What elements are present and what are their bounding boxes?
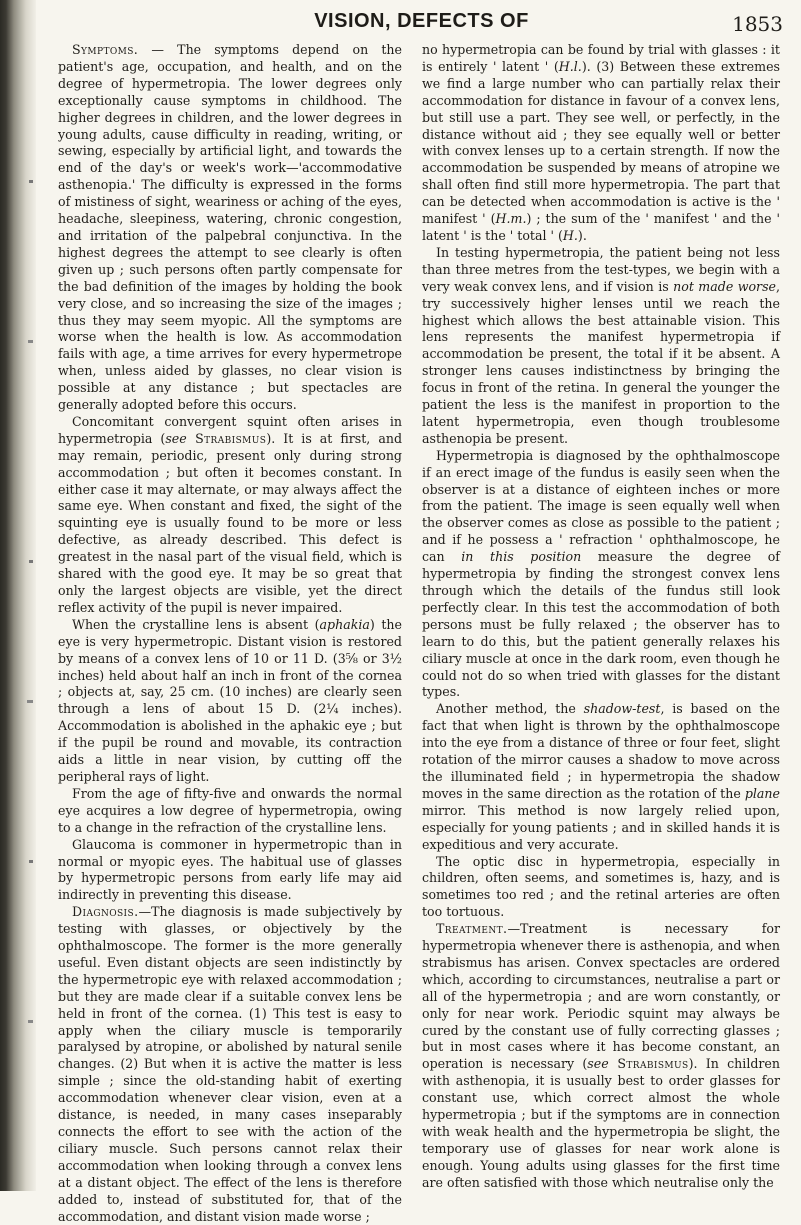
cross-reference-strabismus: Strabismus	[186, 430, 267, 446]
paragraph-aphakia: When the crystalline lens is absent (aphakia) the eye is very hypermetropic. Distant vision is restored by means of a convex lens of 10 or 11 D. (3⅝ or 3½ inches) held about half an inch in front of the cornea ; objects at, say, 25 cm. (10 inches) are clearly seen through a lens of about 15 D. (2¼ inches). Accommodation is abolished in the aphakic eye ; but if the pupil be round and movable, its contraction aids a little in near vision, by cutting off the peripheral rays of light.	[58, 616, 402, 784]
section-heading-symptoms: Symptoms.	[72, 42, 139, 57]
left-column	[58, 42, 402, 1225]
cross-reference-strabismus: Strabismus	[608, 1056, 689, 1072]
page-title: VISION, DEFECTS OF	[314, 10, 529, 32]
paragraph-concomitant-squint: Concomitant convergent squint often arises in hypermetropia (see Strabismus). It is at first, and may remain, periodic, present only during strong accommodation ; but often it becomes constant. In either case it may alternate, or may always affect the same eye. When constant and fixed, the sight of the squinting eye is usually found to be more or less defective, as already described. This defect is greatest in the nasal part of the visual field, which is shared with the good eye. It may be so great that only the largest objects are visible, yet the direct reflex activity of the pupil is never impaired.	[58, 413, 402, 615]
running-header	[60, 8, 783, 38]
right-column	[422, 42, 780, 1192]
paragraph-glaucoma: Glaucoma is commoner in hypermetropic than in normal or myopic eyes. The habitual use of glasses by hypermetropic persons from early life may aid indirectly in preventing this disease.	[58, 836, 402, 903]
paragraph-age: From the age of fifty-five and onwards the normal eye acquires a low degree of hypermetropia, owing to a change in the refraction of the crystalline lens.	[58, 785, 402, 835]
paragraph-treatment: Treatment.—Treatment is necessary for hypermetropia whenever there is asthenopia, and when strabismus has arisen. Convex spectacles are ordered which, according to circumstances, neutralise a part or all of the hypermetropia ; and are worn constantly, or only for near work. Periodic squint may always be cured by the constant use of fully correcting glasses ; but in most cases where it has become constant, an operation is necessary (see Strabismus). In children with asthenopia, it is usually best to order glasses for constant use, which correct almost the whole hypermetropia ; but if the symptoms are in connection with weak health and the hypermetropia be slight, the temporary use of glasses for near work alone is enough. Young adults using glasses for the first time are often satisfied with those which neutralise only the	[422, 921, 780, 1190]
gutter-shadow-marks	[0, 0, 36, 1191]
section-heading-diagnosis: Diagnosis.	[72, 904, 139, 920]
section-heading-treatment: Treatment.	[436, 921, 508, 937]
page-number: 1853	[732, 12, 783, 36]
book-binding-gutter	[0, 0, 36, 1191]
paragraph-diagnosis: Diagnosis.—The diagnosis is made subjectively by testing with glasses, or objectively by the ophthalmoscope. The former is the more generally useful. Even distant objects are seen indistinctly by the hypermetropic eye with relaxed accommodation ; but they are made clear if a suitable convex lens be held in front of the cornea. (1) This test is easy to apply when the ciliary muscle is temporarily paralysed by atropine, or abolished by natural senile changes. (2) But when it is active the matter is less simple ; since the old-standing habit of exerting accommodation whenever clear vision, even at a distance, is needed, in many cases inseparably connects the effort to see with the action of the ciliary muscle. Such persons cannot relax their accommodation when looking through a convex lens at a distant object. The effect of the lens is therefore added to, instead of substituted for, that of the accommodation, and distant vision made worse ;	[58, 904, 402, 1224]
paragraph-ophthalmoscope: Hypermetropia is diagnosed by the ophthalmoscope if an erect image of the fundus is easily seen when the observer is at a distance of eighteen inches or more from the patient. The image is seen equally well when the observer comes as close as possible to the patient ; and if he possess a ' refraction ' ophthalmoscope, he can in this position measure the degree of hypermetropia by finding the strongest convex lens through which the details of the fundus still look perfectly clear. In this test the accommodation of both persons must be fully relaxed ; the observer has to learn to do this, but the patient generally relaxes his ciliary muscle at once in the dark room, even though he could not do so when tried with glasses for the distant types.	[422, 447, 780, 700]
paragraph-latent-manifest: no hypermetropia can be found by trial with glasses : it is entirely ' latent ' (H.l.). (3) Between these extremes we find a large number who can partially relax their accommodation for distance in favour of a convex lens, but still use a part. They see well, or perfectly, in the distance without aid ; they see equally well or better with convex lenses up to a certain strength. If now the accommodation be suspended by means of atropine we shall often find still more hypermetropia. The part that can be detected when accommodation is active is the ' manifest ' (H.m.) ; the sum of the ' manifest ' and the ' latent ' is the ' total ' (H.).	[422, 42, 781, 243]
paragraph-testing: In testing hypermetropia, the patient being not less than three metres from the test-types, we begin with a very weak convex lens, and if vision is not made worse, try successively higher lenses until we reach the highest which allows the best attainable vision. This lens represents the manifest hypermetropia if accommodation be present, the total if it be absent. A stronger lens causes indistinctness by bringing the focus in front of the retina. In general the younger the patient the less is the manifest in proportion to the latent hypermetropia, even though troublesome asthenopia be present.	[422, 244, 781, 446]
paragraph-symptoms: Symptoms. — The symptoms depend on the patient's age, occupation, and health, and on the degree of hypermetropia. The lower degrees only exceptionally cause symptoms in childhood. The higher degrees in children, and the lower degrees in young adults, cause difficulty in reading, writing, or sewing, especially by artificial light, and towards the end of the day's or week's work—'accommodative asthenopia.' The difficulty is expressed in the forms of mistiness of sight, weariness or aching of the eyes, headache, sleepiness, watering, chronic congestion, and irritation of the palpebral conjunctiva. In the highest degrees the attempt to see clearly is often given up ; such persons often partly compensate for the bad definition of the images by holding the book very close, and so increasing the size of the images ; thus they may seem myopic. All the symptoms are worse when the health is low. As accommodation fails with age, a time arrives for every hypermetrope when, unless aided by glasses, no clear vision is possible at any distance ; but spectacles are generally adopted before this occurs.	[58, 42, 402, 413]
paragraph-optic-disc: The optic disc in hypermetropia, especially in children, often seems, and sometimes is, hazy, and is sometimes too red ; and the retinal arteries are often too tortuous.	[422, 853, 780, 920]
paragraph-shadow-test: Another method, the shadow-test, is based on the fact that when light is thrown by the ophthalmoscope into the eye from a distance of three or four feet, slight rotation of the mirror causes a shadow to move across the illuminated field ; in hypermetropia the shadow moves in the same direction as the rotation of the plane mirror. This method is now largely relied upon, especially for young patients ; and in skilled hands it is expeditious and very accurate.	[422, 701, 781, 852]
